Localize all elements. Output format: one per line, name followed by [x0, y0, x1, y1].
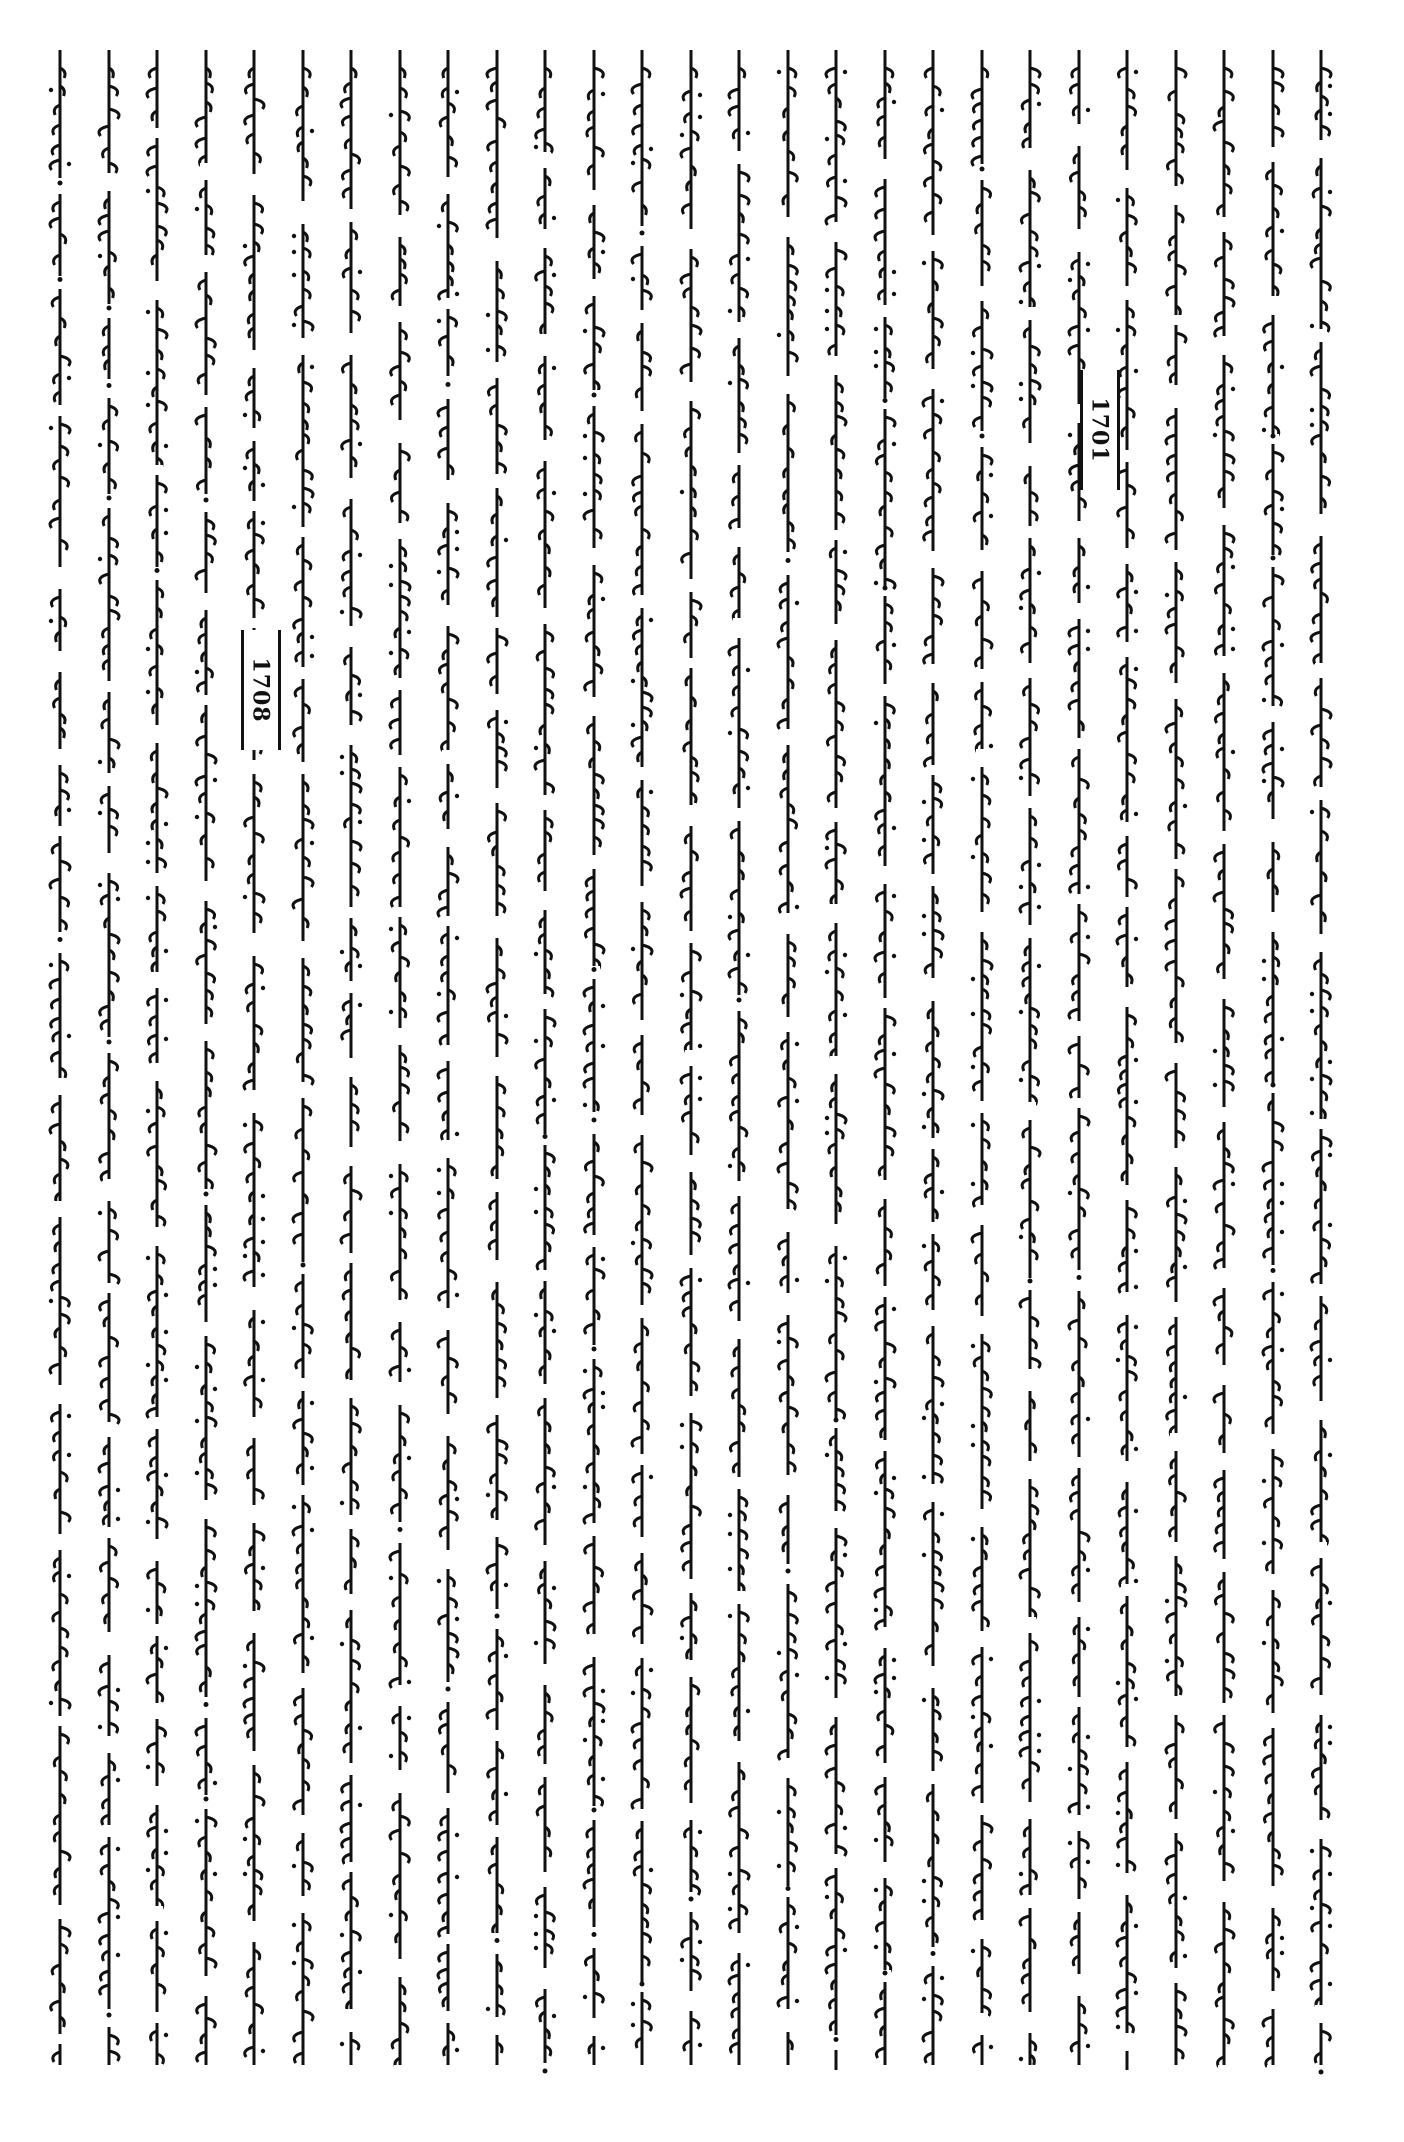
script-column — [283, 40, 323, 2080]
page-marker-1708 — [241, 630, 281, 750]
script-column — [40, 40, 80, 2080]
script-column — [1059, 40, 1099, 2080]
text-columns — [40, 40, 1364, 2100]
script-column — [816, 40, 856, 2080]
script-column — [1156, 40, 1196, 2080]
script-column — [671, 40, 711, 2080]
script-column — [622, 40, 662, 2080]
script-column — [719, 40, 759, 2080]
script-column — [962, 40, 1002, 2080]
script-column — [574, 40, 614, 2080]
script-column — [525, 40, 565, 2080]
script-column — [331, 40, 371, 2080]
script-column — [186, 40, 226, 2080]
script-column — [1253, 40, 1293, 2080]
script-column — [1107, 40, 1147, 2080]
script-column — [913, 40, 953, 2080]
script-column — [428, 40, 468, 2080]
script-column — [1010, 40, 1050, 2080]
script-column — [768, 40, 808, 2080]
page-marker-label: 1701 — [1087, 397, 1114, 463]
script-column — [137, 40, 177, 2080]
script-column — [865, 40, 905, 2080]
script-column — [1204, 40, 1244, 2080]
script-column — [477, 40, 517, 2080]
script-column — [234, 40, 274, 2080]
script-column — [380, 40, 420, 2080]
script-column — [89, 40, 129, 2080]
script-column — [1301, 40, 1341, 2080]
page-marker-1701 — [1080, 370, 1120, 490]
page-marker-label: 1708 — [248, 657, 275, 723]
